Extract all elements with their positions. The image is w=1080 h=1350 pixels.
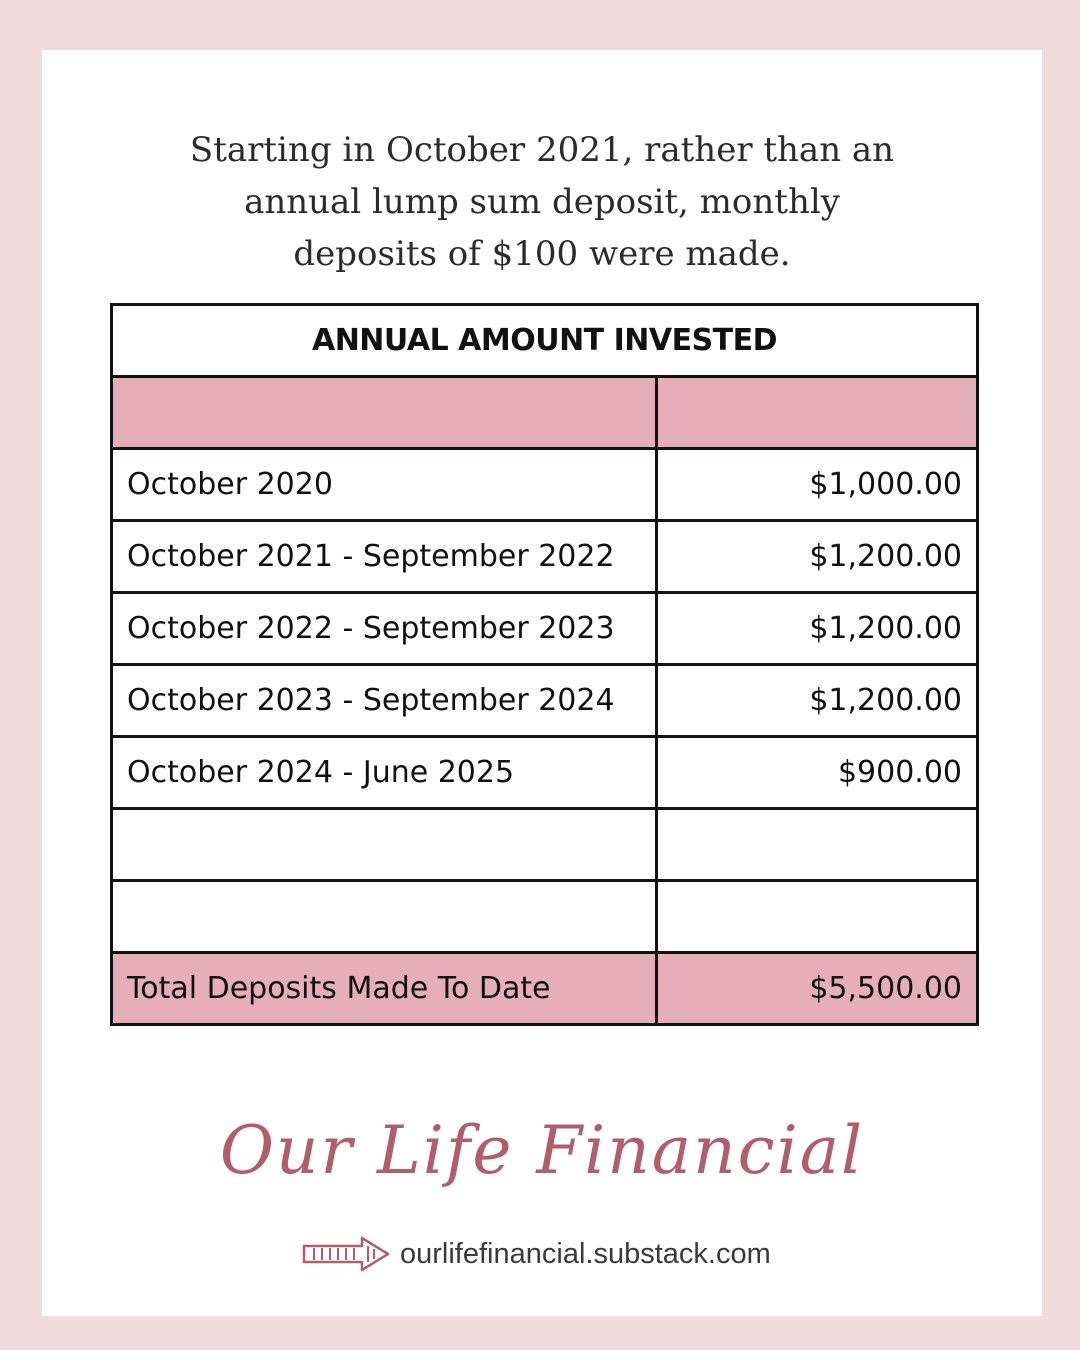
table-title-row [112, 305, 978, 377]
amount-cell: $1,200.00 [657, 665, 978, 737]
brand-logo: Our Life Financial [219, 1112, 865, 1189]
website-url: ourlifefinancial.substack.com [400, 1237, 771, 1270]
table-row [112, 593, 978, 665]
period-cell: October 2023 - September 2024 [112, 665, 657, 737]
period-cell: October 2024 - June 2025 [112, 737, 657, 809]
investment-table-wrap [110, 303, 976, 1026]
header-cell-empty [657, 377, 978, 449]
content-card [42, 50, 1042, 1316]
empty-cell [112, 881, 657, 953]
empty-cell [657, 809, 978, 881]
table-header-row [112, 377, 978, 449]
intro-line: annual lump sum deposit, monthly [244, 182, 840, 222]
table-row [112, 737, 978, 809]
period-cell: October 2021 - September 2022 [112, 521, 657, 593]
intro-line: deposits of $100 were made. [293, 234, 791, 274]
arrow-right-icon [300, 1234, 392, 1274]
period-cell: October 2022 - September 2023 [112, 593, 657, 665]
amount-cell: $900.00 [657, 737, 978, 809]
header-cell-empty [112, 377, 657, 449]
table-row [112, 665, 978, 737]
table-row-empty [112, 881, 978, 953]
table-title: ANNUAL AMOUNT INVESTED [112, 305, 978, 377]
table-row [112, 449, 978, 521]
table-row-empty [112, 809, 978, 881]
amount-cell: $1,200.00 [657, 593, 978, 665]
total-row [112, 953, 978, 1025]
period-cell: October 2020 [112, 449, 657, 521]
investment-table [110, 303, 979, 1026]
empty-cell [657, 881, 978, 953]
url-row [300, 1232, 771, 1276]
intro-line: Starting in October 2021, rather than an [189, 130, 895, 170]
total-label: Total Deposits Made To Date [112, 953, 657, 1025]
table-row [112, 521, 978, 593]
total-amount: $5,500.00 [657, 953, 978, 1025]
intro-text [42, 124, 1042, 280]
amount-cell: $1,000.00 [657, 449, 978, 521]
empty-cell [112, 809, 657, 881]
amount-cell: $1,200.00 [657, 521, 978, 593]
